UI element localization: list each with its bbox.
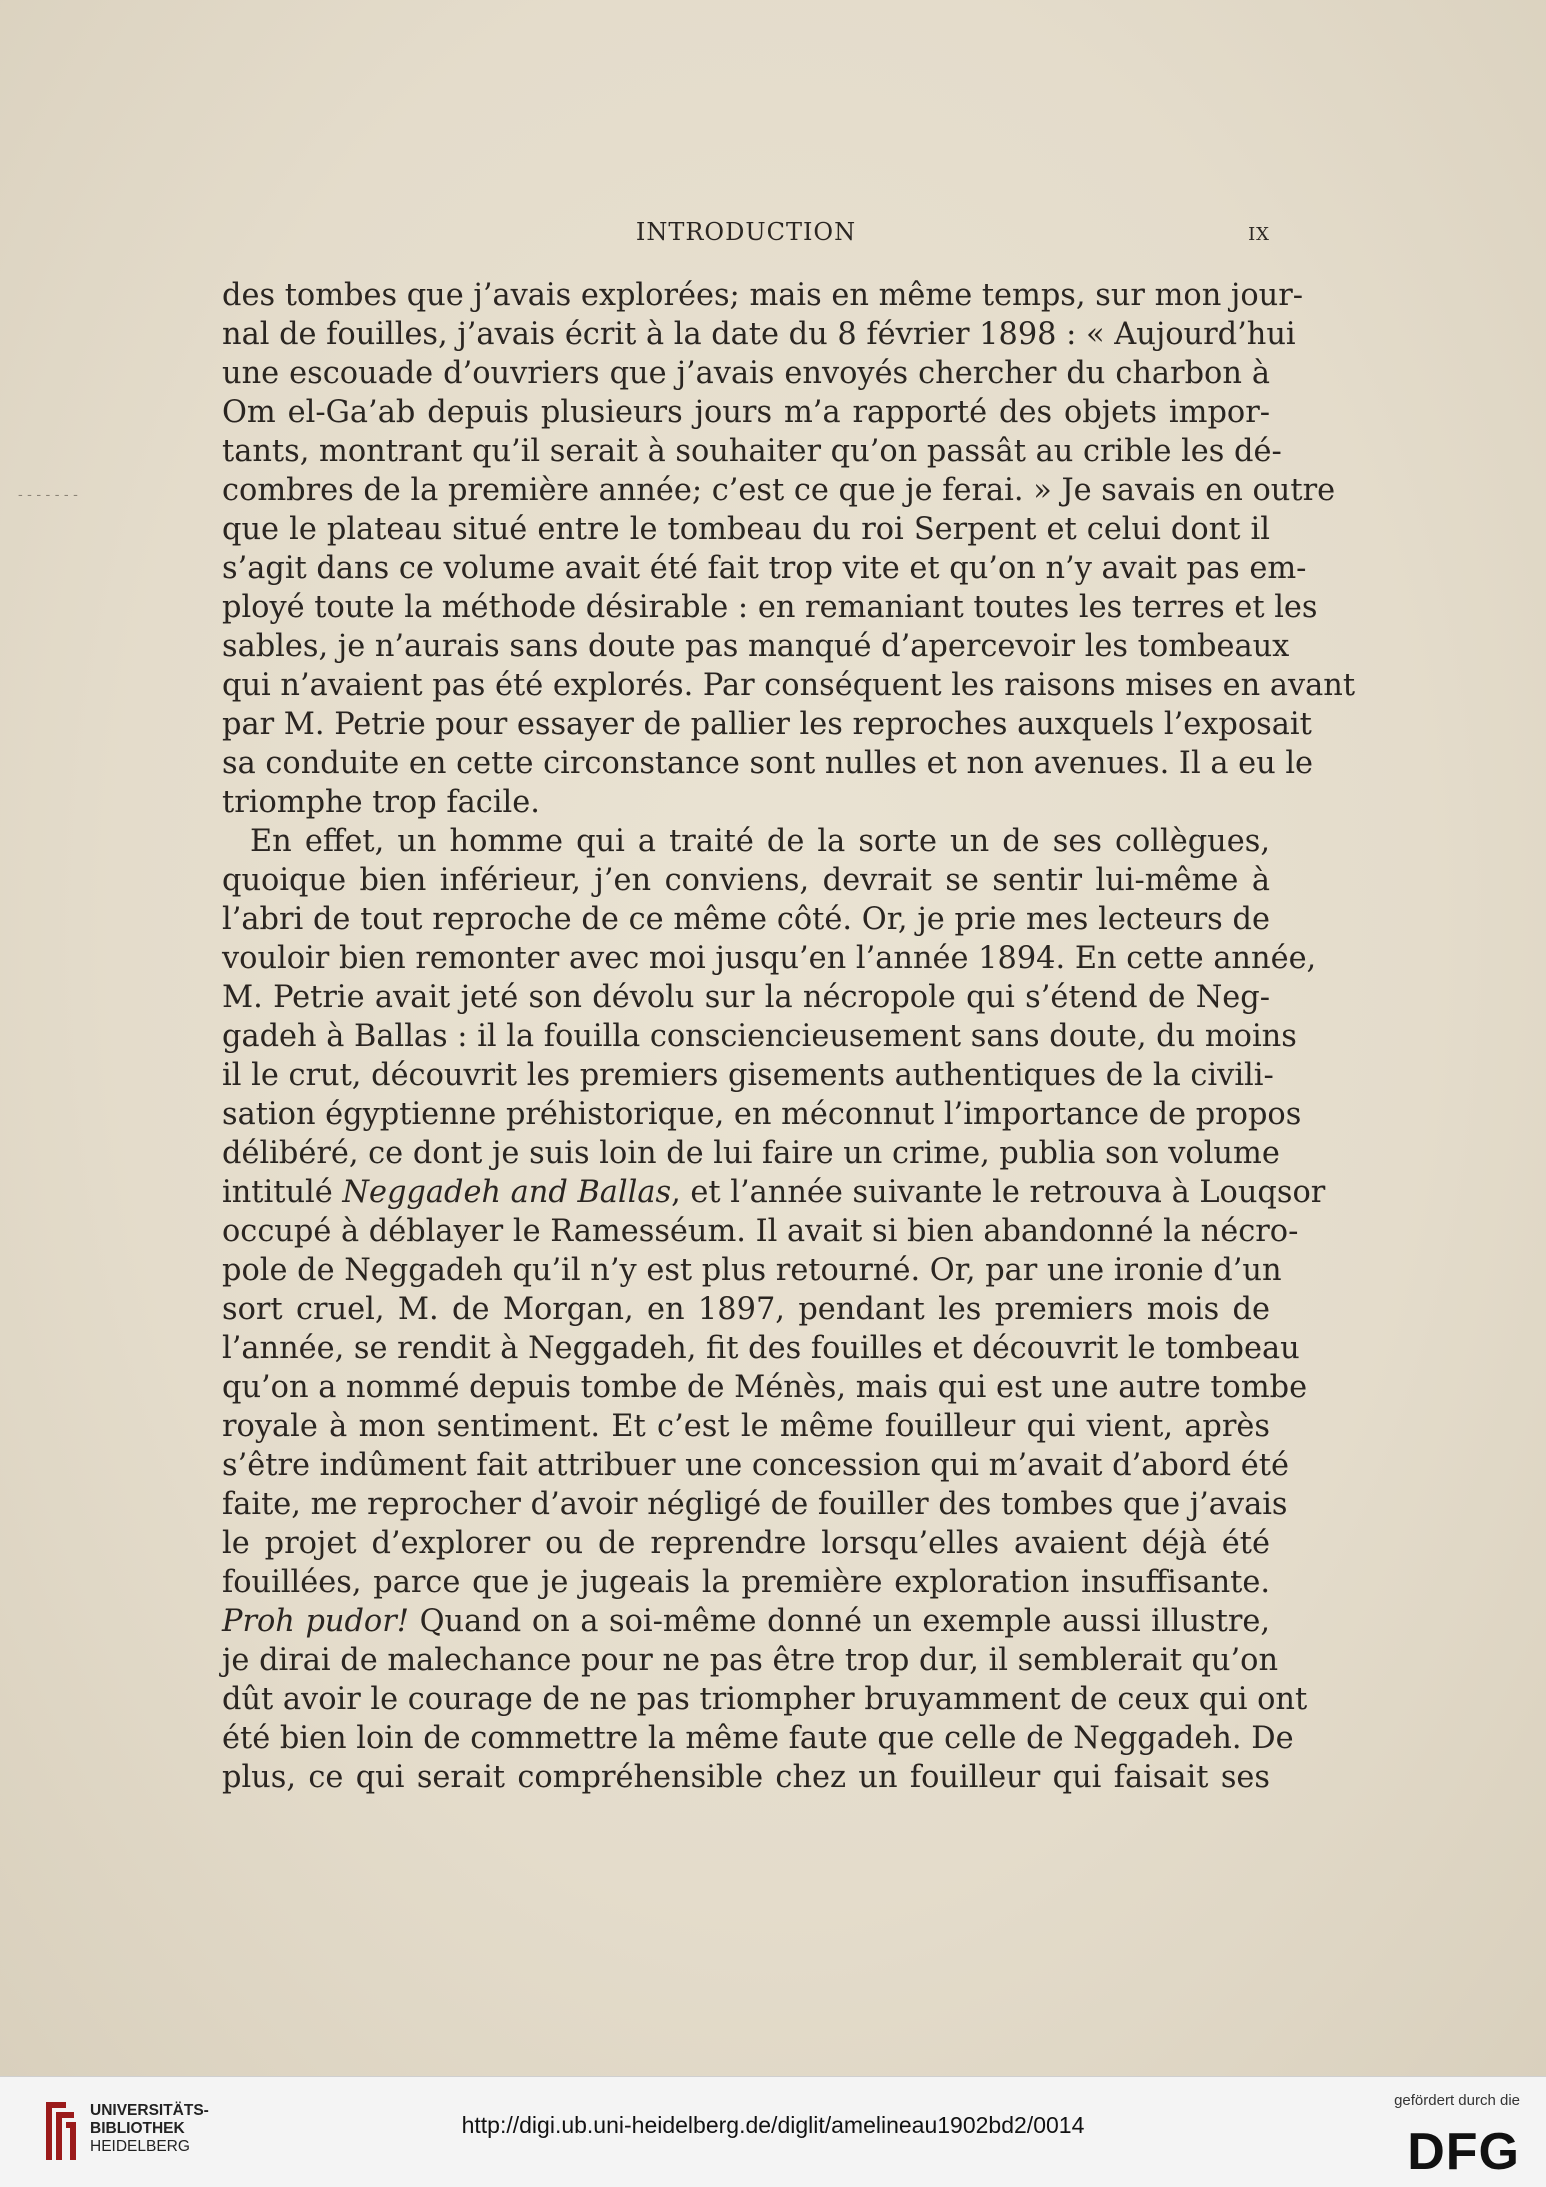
text-line: ployé toute la méthode désirable : en remaniant toutes les terres et les <box>222 590 1318 625</box>
text-line: que le plateau situé entre le tombeau du roi Serpent et celui dont il <box>222 512 1270 547</box>
text-line: occupé à déblayer le Ramesséum. Il avait si bien abandonné la nécro- <box>222 1214 1299 1249</box>
body-text <box>222 276 1356 1797</box>
book-title: Neggadeh and Ballas <box>342 1175 672 1210</box>
paragraph-1 <box>222 276 1356 822</box>
text-line: sables, je n’aurais sans doute pas manqué d’apercevoir les tombeaux <box>222 629 1290 664</box>
text-line: l’année, se rendit à Neggadeh, fit des fouilles et découvrit le tombeau <box>222 1331 1300 1366</box>
page-number: IX <box>1248 224 1270 245</box>
text-line: il le crut, découvrit les premiers gisements authentiques de la civili- <box>222 1058 1274 1093</box>
text-line: gadeh à Ballas : il la fouilla consciencieusement sans doute, du moins <box>222 1019 1297 1054</box>
text-line: combres de la première année; c’est ce que je ferai. » Je savais en outre <box>222 473 1336 508</box>
text-line: M. Petrie avait jeté son dévolu sur la nécropole qui s’étend de Neg- <box>222 980 1270 1015</box>
permalink-url[interactable]: http://digi.ub.uni-heidelberg.de/diglit/amelineau1902bd2/0014 <box>461 2112 1085 2138</box>
library-line: BIBLIOTHEK <box>90 2120 185 2137</box>
library-line: UNIVERSITÄTS- <box>90 2102 209 2119</box>
text-line: En effet, un homme qui a traité de la sorte un de ses collègues, <box>250 824 1270 859</box>
text-line: s’être indûment fait attribuer une concession qui m’avait d’abord été <box>222 1448 1289 1483</box>
latin-phrase: Proh pudor! <box>222 1604 409 1639</box>
text-line: une escouade d’ouvriers que j’avais envoyés chercher du charbon à <box>222 356 1270 391</box>
text-line: l’abri de tout reproche de ce même côté. Or, je prie mes lecteurs de <box>222 902 1270 937</box>
text-line: triomphe trop facile. <box>222 785 540 820</box>
text-line: royale à mon sentiment. Et c’est le même fouilleur qui vient, après <box>222 1409 1270 1444</box>
text-fragment: Quand on a soi-même donné un exemple aussi illustre, <box>408 1604 1271 1639</box>
text-line: plus, ce qui serait compréhensible chez un fouilleur qui faisait ses <box>222 1760 1270 1795</box>
running-header <box>222 218 1270 258</box>
text-line: qu’on a nommé depuis tombe de Ménès, mais qui est une autre tombe <box>222 1370 1308 1405</box>
text-line: vouloir bien remonter avec moi jusqu’en l’année 1894. En cette année, <box>222 941 1317 976</box>
text-line: sa conduite en cette circonstance sont nulles et non avenues. Il a eu le <box>222 746 1314 781</box>
text-line: je dirai de malechance pour ne pas être trop dur, il semblerait qu’on <box>222 1643 1279 1678</box>
text-line: délibéré, ce dont je suis loin de lui faire un crime, publia son volume <box>222 1136 1280 1171</box>
text-line: pole de Neggadeh qu’il n’y est plus retourné. Or, par une ironie d’un <box>222 1253 1282 1288</box>
margin-mark: - - - - - - - <box>18 487 78 503</box>
text-line: faite, me reprocher d’avoir négligé de fouiller des tombes que j’avais <box>222 1487 1288 1522</box>
text-line: Om el-Ga’ab depuis plusieurs jours m’a rapporté des objets impor- <box>222 395 1270 430</box>
text-line: le projet d’explorer ou de reprendre lorsqu’elles avaient déjà été <box>222 1526 1270 1561</box>
text-line: quoique bien inférieur, j’en conviens, devrait se sentir lui-même à <box>222 863 1270 898</box>
text-fragment: intitulé <box>222 1175 343 1210</box>
text-line: fouillées, parce que je jugeais la première exploration insuffisante. <box>222 1565 1270 1600</box>
text-line: nal de fouilles, j’avais écrit à la date du 8 février 1898 : « Aujourd’hui <box>222 317 1296 352</box>
paragraph-2 <box>222 822 1326 1797</box>
text-line-with-title <box>222 1173 1326 1212</box>
dfg-logo[interactable]: DFG <box>1407 2123 1520 2181</box>
text-line: par M. Petrie pour essayer de pallier les reproches auxquels l’exposait <box>222 707 1312 742</box>
text-fragment: , et l’année suivante le retrouva à Louqsor <box>671 1175 1326 1210</box>
text-line: s’agit dans ce volume avait été fait trop vite et qu’on n’y avait pas em- <box>222 551 1307 586</box>
text-line: tants, montrant qu’il serait à souhaiter qu’on passât au crible les dé- <box>222 434 1282 469</box>
text-line: sort cruel, M. de Morgan, en 1897, pendant les premiers mois de <box>222 1292 1270 1327</box>
running-title: INTRODUCTION <box>635 218 857 246</box>
library-line: HEIDELBERG <box>90 2138 190 2155</box>
text-line: sation égyptienne préhistorique, en méconnut l’importance de propos <box>222 1097 1302 1132</box>
text-line: été bien loin de commettre la même faute que celle de Neggadeh. De <box>222 1721 1294 1756</box>
text-line: qui n’avaient pas été explorés. Par conséquent les raisons mises en avant <box>222 668 1356 703</box>
text-line: dût avoir le courage de ne pas triompher bruyamment de ceux qui ont <box>222 1682 1308 1717</box>
text-line: des tombes que j’avais explorées; mais en même temps, sur mon jour- <box>222 278 1304 313</box>
funder-label: gefördert durch die <box>1394 2092 1520 2109</box>
text-line-with-latin <box>222 1602 1270 1641</box>
